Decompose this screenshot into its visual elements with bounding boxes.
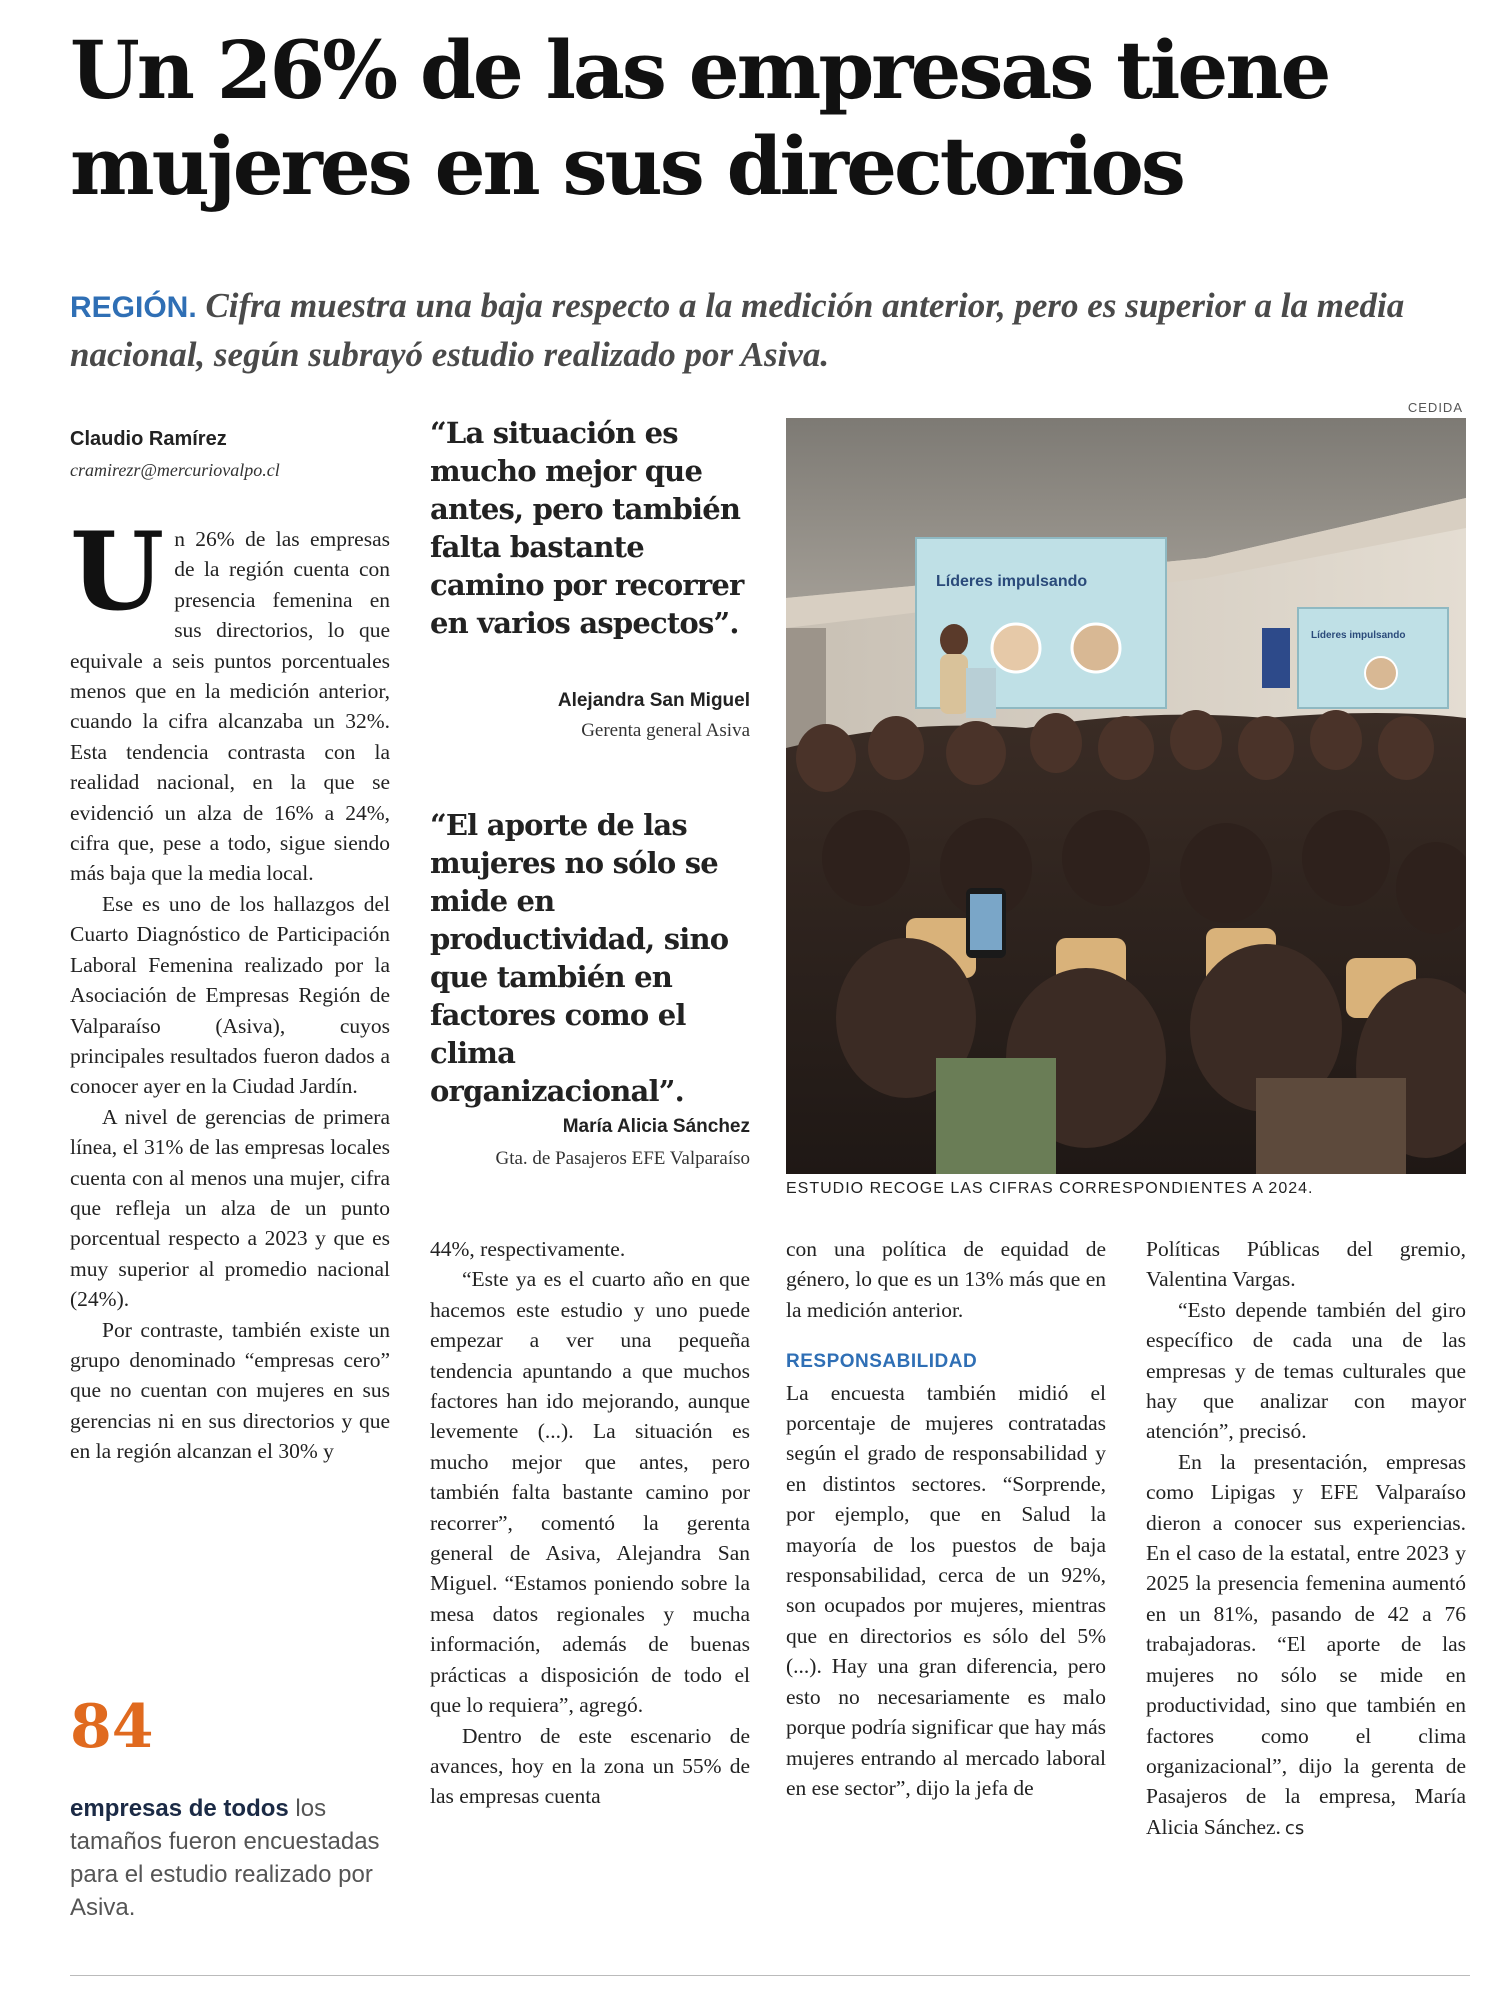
paragraph: Por contraste, también existe un grupo denominado “empresas cero” que no cuentan con mujeres en sus gerencias ni en sus directorios y que en la región alcanzan el 30% y	[70, 1317, 390, 1464]
photo-illustration	[786, 418, 1466, 1174]
pull-quote-role: Gta. de Pasajeros EFE Valparaíso	[495, 1148, 750, 1169]
pull-quote-name: María Alicia Sánchez	[562, 1116, 750, 1137]
headline-line-2: mujeres en sus directorios	[70, 119, 1183, 213]
deck	[70, 282, 1470, 378]
paragraph: A nivel de gerencias de primera línea, el 31% de las empresas locales cuenta con al menos una mujer, cifra que refleja un alza de un punto porcentual respecto a 2023 y que es muy superior al promedio nacional (24%).	[70, 1104, 390, 1312]
paragraph: La encuesta también midió el porcentaje de mujeres contratadas según el grado de responsabilidad y en distintos sectores. “Sorprende, por ejemplo, que en Salud la mayoría de los puestos de baja responsabilidad, cerca de un 92%, son ocupados por mujeres, mientras que en directorios es sólo del 5% (...). Hay una gran diferencia, pero esto no necesariamente es malo porque podría significar que hay más mujeres entrando al mercado laboral en ese sector”, dijo la jefa de	[786, 1380, 1106, 1800]
conference-photo	[786, 418, 1466, 1174]
paragraph: Ese es uno de los hallazgos del Cuarto Diagnóstico de Participación Laboral Femenina realizado por la Asociación de Empresas Región de Valparaíso (Asiva), cuyos principales resultados fueron dados a conocer ayer en la Ciudad Jardín.	[70, 891, 390, 1099]
paragraph: “Esto depende también del giro específico de cada una de las empresas y de temas culturales que hay que analizar con mayor atención”, precisó.	[1146, 1297, 1466, 1444]
pull-quote-text: “El aporte de las mujeres no sólo se mide en productividad, sino que también en factores como el clima organizacional”.	[430, 808, 729, 1108]
pull-quote-text: “La situación es mucho mejor que antes, pero también falta bastante camino por recorrer en varios aspectos”.	[430, 416, 744, 640]
paragraph: Políticas Públicas del gremio, Valentina Vargas.	[1146, 1237, 1466, 1292]
paragraph: 44%, respectivamente.	[430, 1237, 626, 1261]
end-mark: cs	[1284, 1817, 1305, 1839]
column-1	[70, 509, 390, 1467]
screen-text-2: Líderes impulsando	[1311, 630, 1406, 641]
paragraph: Dentro de este escenario de avances, hoy en la zona un 55% de las empresas cuenta	[430, 1723, 750, 1809]
stat-text	[70, 1792, 400, 1924]
drop-cap: U	[70, 509, 165, 635]
bottom-rule	[70, 1975, 1470, 1976]
screen-text-1: Líderes impulsando	[936, 573, 1088, 590]
pull-quote-2	[430, 806, 750, 1186]
paragraph: “Este ya es el cuarto año en que hacemos este estudio y uno puede empezar a ver una pequeña tendencia apuntando a que muchos factores han ido mejorando, aunque levemente (...). La situación es mucho mejor que antes, pero también falta bastante camino por recorrer”, comentó la gerenta general de Asiva, Alejandra San Miguel. “Estamos poniendo sobre la mesa datos regionales y mucha información, además de buenas prácticas a disposición de todo el que lo requiera”, agregó.	[430, 1267, 750, 1718]
photo-credit: CEDIDA	[1407, 400, 1463, 415]
pull-quote-name: Alejandra San Miguel	[557, 690, 750, 711]
byline-email: cramirezr@mercuriovalpo.cl	[70, 460, 280, 480]
paragraph: Un 26% de las empresas de la región cuenta con presencia femenina en sus directorios, lo que equivale a seis puntos porcentuales menos que en la medición anterior, cuando la cifra alcanzaba un 32%. Esta tendencia contrasta con la realidad nacional, en la que se evidenció un alza de 16% a 24%, cifra que, pese a todo, sigue siendo más baja que la media local.	[70, 509, 390, 886]
headline	[70, 22, 1450, 214]
paragraph: En la presentación, empresas como Lipigas y EFE Valparaíso dieron a conocer sus experiencias. En el caso de la estatal, entre 2023 y 2025 la presencia femenina aumentó en un 81%, pasando de 42 a 76 trabajadoras. “El aporte de las mujeres no sólo se mide en productividad, sino que también en factores como el clima organizacional”, dijo la gerenta de Pasajeros de la empresa, María Alicia Sánchez. cs	[1146, 1449, 1466, 1839]
deck-text: Cifra muestra una baja respecto a la medición anterior, pero es superior a la media nacional, según subrayó estudio realizado por Asiva.	[70, 286, 1405, 374]
byline-author: Claudio Ramírez	[70, 428, 227, 450]
column-4	[1146, 1234, 1466, 1844]
deck-kicker: REGIÓN.	[70, 291, 197, 324]
column-3	[786, 1234, 1106, 1803]
column-2	[430, 1234, 750, 1812]
pull-quote-role: Gerenta general Asiva	[581, 720, 750, 741]
headline-line-1: Un 26% de las empresas tiene	[70, 23, 1329, 117]
section-subhead: RESPONSABILIDAD	[786, 1351, 978, 1373]
paragraph: con una política de equidad de género, lo que es un 13% más que en la medición anterior.	[786, 1237, 1106, 1322]
stat-rest: los tamaños fueron encuestadas para el estudio realizado por Asiva.	[70, 1795, 380, 1921]
stat-number: 84	[70, 1692, 154, 1762]
stat-bold: empresas de todos	[70, 1795, 289, 1822]
pull-quote-1	[430, 414, 750, 754]
photo-caption: ESTUDIO RECOGE LAS CIFRAS CORRESPONDIENTES A 2024.	[786, 1180, 1314, 1197]
